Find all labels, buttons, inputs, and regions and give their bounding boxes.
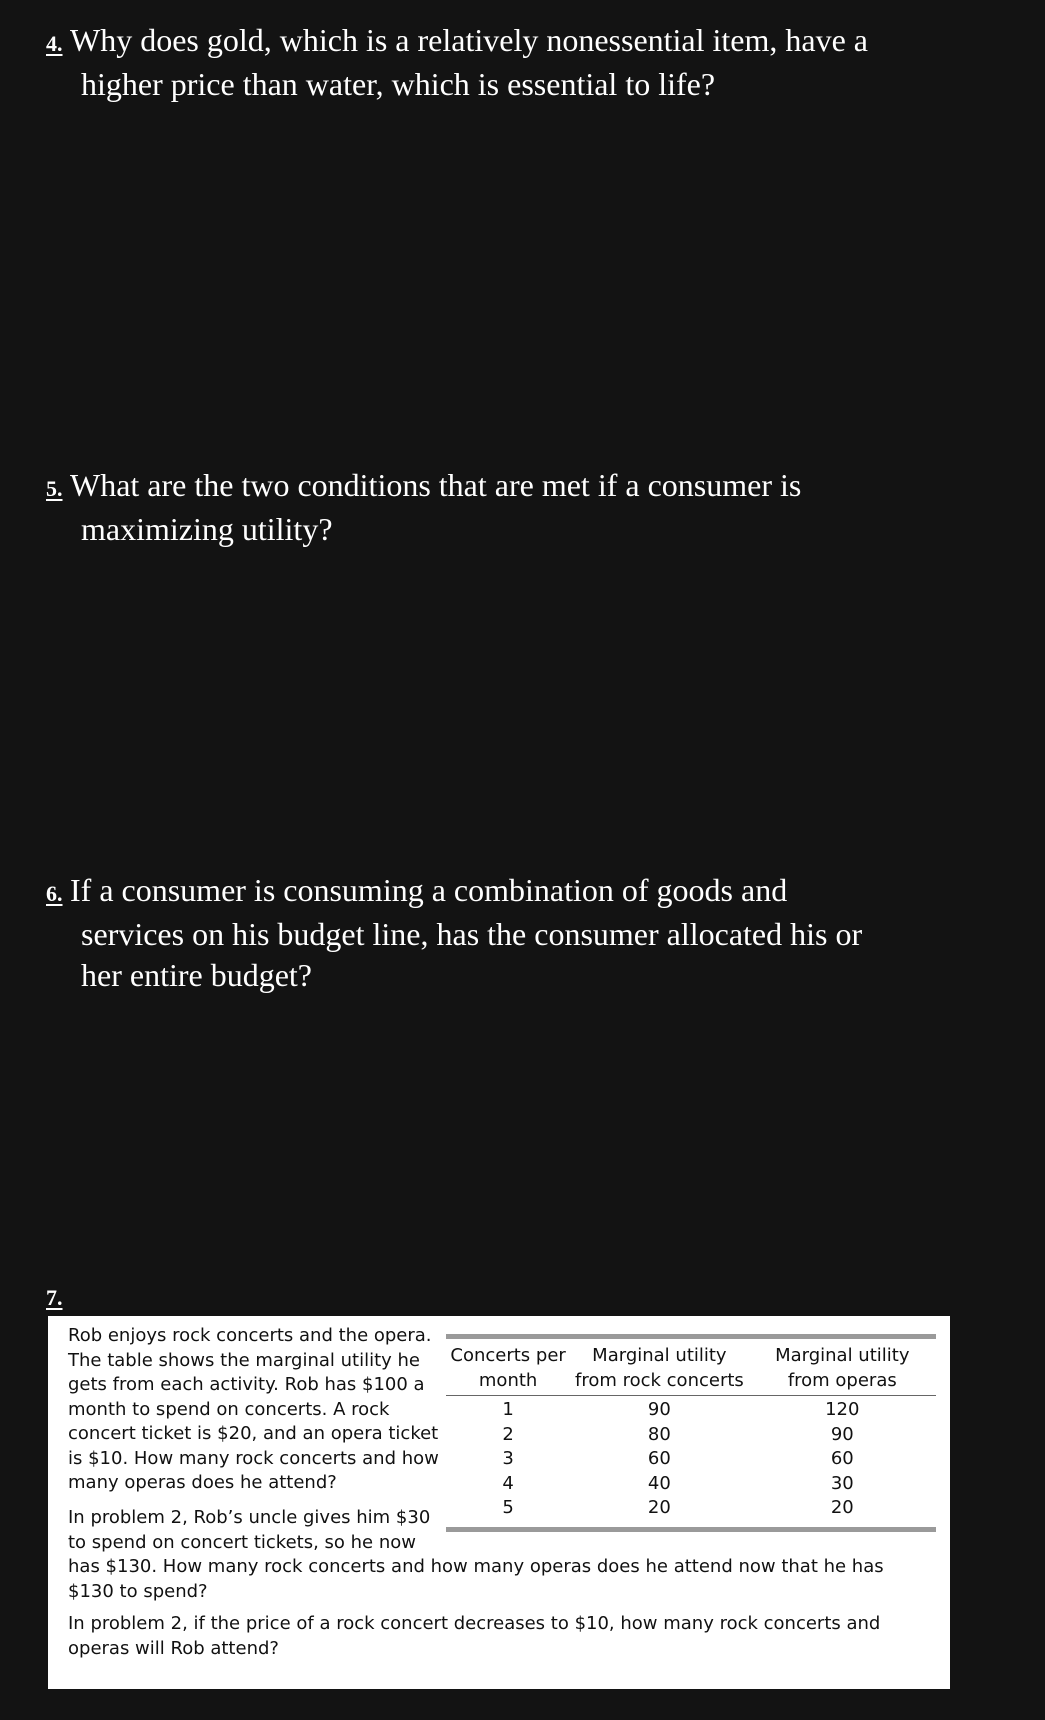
problem-part-2-end: has $130. How many rock concerts and how many operas does he attend now that he has $130 to spend? [68,1556,884,1602]
question-text-line: maximizing utility? [81,511,333,547]
question-text-line: Why does gold, which is a relatively nonessential item, have a [70,22,868,58]
problem-intro-text: Rob enjoys rock concerts and the opera. The table shows the marginal utility he gets from each activity. Rob has $100 a month to spend on concerts. A rock concert ticket is $20, and an opera ticket is $10. How many rock concerts and how many operas does he attend? [68,1325,439,1493]
question-7-number: 7. [46,1285,63,1310]
table-cell: 120 [825,1399,860,1420]
question-text-line: services on his budget line, has the consumer allocated his or [81,916,863,952]
table-cell: 20 [830,1497,854,1518]
table-cell: 1 [502,1399,514,1420]
table-cell: 80 [647,1423,671,1445]
question-number: 5. [46,476,63,501]
table-cell: 60 [647,1448,671,1469]
table-cell: 5 [502,1497,514,1518]
table-row [446,1396,936,1423]
table-cell: 40 [647,1472,671,1494]
problem-part-3: In problem 2, if the price of a rock concert decreases to $10, how many rock concerts and operas will Rob attend? [68,1613,881,1659]
table-row [446,1472,936,1497]
problem-panel [48,1316,950,1689]
header-mu-operas: Marginal utility from operas [775,1345,910,1391]
table-row [446,1496,936,1529]
table-cell: 20 [647,1497,671,1518]
question-number: 4. [46,31,63,56]
problem-part-2-start: In problem 2, Rob’s uncle gives him $30 to spend on concert tickets, so he now [68,1507,431,1553]
question-number: 6. [46,881,63,906]
question-text-line: her entire budget? [81,957,312,993]
marginal-utility-table [446,1334,936,1532]
table-cell: 4 [502,1472,514,1494]
table-cell: 30 [830,1472,854,1494]
question-6 [46,870,996,996]
table-cell: 3 [502,1448,514,1469]
header-concerts-per-month: Concerts per month [450,1345,566,1391]
question-text-line: What are the two conditions that are met if a consumer is [70,467,802,503]
table-cell: 60 [830,1448,854,1469]
question-4 [46,20,996,105]
question-text-line: higher price than water, which is essential to life? [81,66,716,102]
question-text-line: If a consumer is consuming a combination of goods and [70,872,788,908]
table-row [446,1423,936,1448]
table-header-row [446,1337,936,1396]
table-cell: 90 [830,1423,854,1445]
table-cell: 90 [647,1399,671,1420]
header-mu-rock-concerts: Marginal utility from rock concerts [574,1345,744,1391]
question-5 [46,465,996,550]
table-row [446,1447,936,1472]
table-cell: 2 [502,1423,514,1445]
